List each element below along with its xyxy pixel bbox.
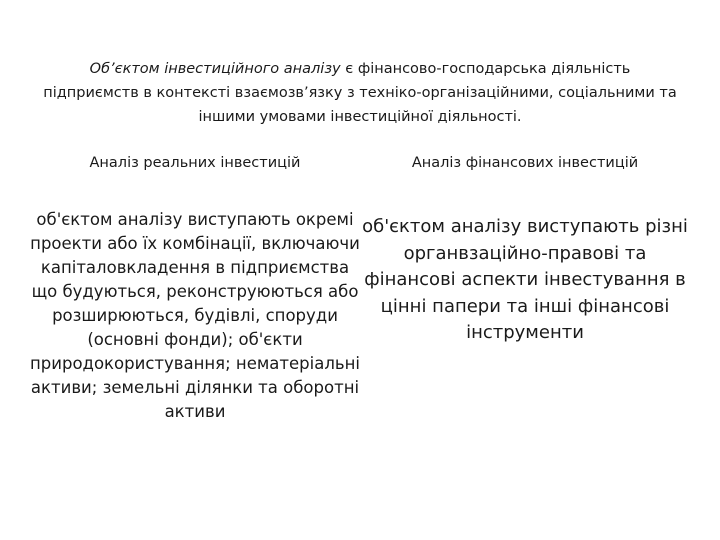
real-investments-heading: Аналіз реальних інвестицій [89, 155, 301, 171]
intro-lead: Об’єктом інвестиційного аналізу [89, 60, 341, 77]
real-investments-description: об'єктом аналізу виступають окремі проекти або їх комбінації, включаючи капіталовкладення в підприємства що будуються, реконструюються або розширюються, будівлі, споруди (основні фонди); об'єкти природокористування; нематеріальні активи; земельні ділянки та оборотні активи [30, 210, 360, 421]
intro-paragraph [40, 57, 680, 129]
financial-investments-description: об'єктом аналізу виступають різні органвзаційно-правові та фінансові аспекти інвестування в цінні папери та інші фінансові інструменти [362, 216, 688, 343]
financial-investments-heading: Аналіз фінансових інвестицій [411, 155, 639, 171]
intro-rest: є фінансово-господарська діяльність підприємств в контексті взаємозв’язку з техніко-організаційними, соціальними та іншими умовами інвестиційної діяльності. [43, 60, 677, 125]
